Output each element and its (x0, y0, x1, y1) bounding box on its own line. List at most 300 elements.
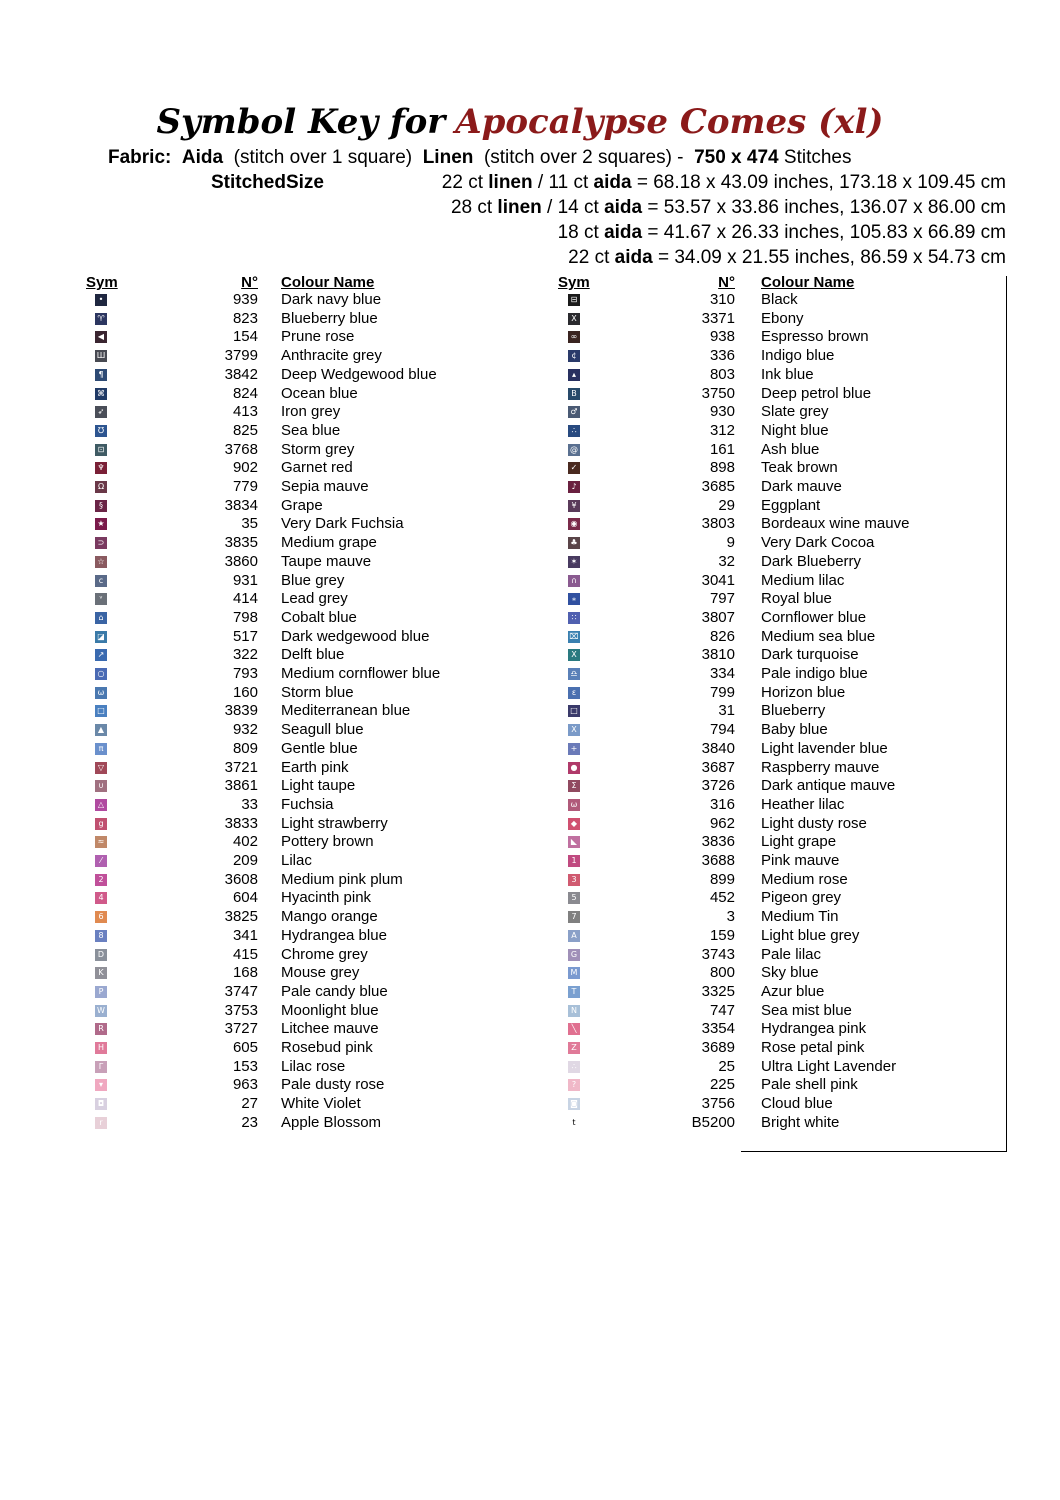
colour-name: Bright white (761, 1113, 840, 1131)
colour-number: 23 (241, 1113, 258, 1131)
colour-name: Black (761, 291, 798, 308)
colour-row (0, 983, 1000, 1002)
colour-number: 825 (232, 421, 258, 439)
colour-name: Delft blue (281, 646, 345, 664)
colour-number: 3756 (701, 1095, 735, 1113)
colour-row (0, 628, 1000, 647)
colour-name: Garnet red (281, 459, 353, 477)
colour-row (0, 515, 1000, 534)
colour-number: 803 (709, 365, 735, 383)
colour-name: Bordeaux wine mauve (761, 515, 910, 533)
symbol-swatch: R (95, 1023, 107, 1035)
colour-row (0, 796, 1000, 815)
symbol-swatch: N (568, 1005, 580, 1017)
colour-number: 931 (232, 571, 258, 589)
colour-number: 3687 (701, 758, 735, 776)
fabric-line (108, 147, 851, 169)
colour-name: Moonlight blue (281, 1001, 379, 1019)
colour-number: 3825 (224, 908, 258, 926)
stitched-size-line: 18 ct aida = 41.67 x 26.33 inches, 105.83 x 66.89 cm (557, 222, 1006, 243)
symbol-swatch: ♎ (568, 668, 580, 680)
fabric-aida-note: (stitch over 1 square) (233, 147, 413, 168)
symbol-swatch: ¥ (568, 500, 580, 512)
colour-row (0, 946, 1000, 965)
colour-number: 159 (709, 926, 735, 944)
colour-number: 3041 (701, 571, 735, 589)
colour-number: 3721 (224, 758, 258, 776)
symbol-swatch: □ (568, 705, 580, 717)
colour-row (0, 572, 1000, 591)
symbol-swatch: ⊟ (568, 294, 580, 306)
colour-name: Medium lilac (761, 571, 845, 589)
colour-name: Medium grape (281, 534, 377, 552)
colour-row (0, 889, 1000, 908)
colour-name: Chrome grey (281, 945, 368, 963)
symbol-swatch: M (568, 967, 580, 979)
colour-row (0, 534, 1000, 553)
symbol-swatch: W (95, 1005, 107, 1017)
symbol-swatch: X (568, 724, 580, 736)
symbol-swatch: ᵛ (95, 593, 107, 605)
colour-row (0, 1020, 1000, 1039)
symbol-swatch: ≈ (95, 836, 107, 848)
symbol-swatch: ◣ (568, 836, 580, 848)
colour-name: Pale indigo blue (761, 665, 868, 682)
colour-name: Rosebud pink (281, 1039, 373, 1056)
symbol-swatch: A (568, 930, 580, 942)
fabric-label: Fabric: (108, 147, 172, 168)
fabric-aida: Aida (181, 147, 224, 168)
colour-number: 310 (709, 291, 735, 308)
colour-row (0, 1039, 1000, 1058)
symbol-swatch: π (95, 743, 107, 755)
symbol-swatch: H (95, 1042, 107, 1054)
symbol-swatch: ▲ (95, 724, 107, 736)
symbol-swatch: ω (568, 799, 580, 811)
colour-name: Light taupe (281, 777, 356, 795)
symbol-swatch: ¢ (568, 350, 580, 362)
colour-name: Cloud blue (761, 1095, 833, 1113)
colour-name: Mango orange (281, 908, 378, 926)
symbol-swatch: 6 (95, 911, 107, 923)
colour-row (0, 1002, 1000, 1021)
colour-number: 3840 (701, 739, 735, 757)
colour-name: Dark turquoise (761, 646, 859, 664)
colour-row (0, 497, 1000, 516)
colour-number: 334 (709, 665, 735, 682)
symbol-swatch: ◙ (568, 1098, 580, 1110)
colour-row (0, 441, 1000, 460)
colour-number: 799 (709, 683, 735, 701)
symbol-swatch: ▴ (568, 369, 580, 381)
colour-number: 3842 (224, 365, 258, 383)
symbol-swatch: 4 (95, 892, 107, 904)
colour-number: 809 (232, 739, 258, 757)
colour-number: 33 (241, 795, 258, 813)
colour-name: Apple Blossom (281, 1113, 382, 1131)
symbol-swatch: ◆ (568, 818, 580, 830)
colour-name: Blueberry (761, 702, 826, 720)
colour-name: Very Dark Cocoa (761, 534, 875, 552)
colour-row (0, 1076, 1000, 1095)
colour-row (0, 646, 1000, 665)
header-sym: Sym (558, 274, 590, 291)
colour-name: Light lavender blue (761, 739, 888, 757)
colour-number: 3768 (224, 440, 258, 458)
colour-row (0, 927, 1000, 946)
colour-row (0, 1095, 1000, 1114)
colour-number: 605 (232, 1039, 258, 1056)
colour-name: Hyacinth pink (281, 889, 372, 907)
colour-number: 322 (232, 646, 258, 664)
colour-name: Medium sea blue (761, 627, 876, 645)
colour-number: 3726 (701, 777, 735, 795)
symbol-swatch: ⁄ (95, 855, 107, 867)
colour-name: Dark navy blue (281, 291, 382, 308)
symbol-swatch: • (95, 294, 107, 306)
colour-name: Light dusty rose (761, 814, 867, 832)
symbol-swatch: X (568, 313, 580, 325)
symbol-swatch: g (95, 818, 107, 830)
colour-number: 826 (709, 627, 735, 645)
colour-name: Light strawberry (281, 814, 388, 832)
colour-number: 938 (709, 328, 735, 346)
symbol-swatch: Ω (95, 481, 107, 493)
colour-name: Light blue grey (761, 926, 860, 944)
colour-row (0, 721, 1000, 740)
colour-name: Prune rose (281, 328, 355, 346)
colour-row (0, 347, 1000, 366)
colour-number: 35 (241, 515, 258, 533)
colour-number: 3834 (224, 496, 258, 514)
colour-number: 312 (709, 421, 735, 439)
colour-number: 3371 (701, 309, 735, 327)
colour-number: 3860 (224, 552, 258, 570)
colour-name: Gentle blue (281, 739, 358, 757)
header-sym: Sym (86, 274, 118, 291)
symbol-swatch: 7 (568, 911, 580, 923)
colour-name: Sea mist blue (761, 1001, 852, 1019)
colour-number: 824 (232, 384, 258, 402)
symbol-swatch: ☆ (95, 556, 107, 568)
symbol-swatch: ∪ (95, 780, 107, 792)
colour-name: Teak brown (761, 459, 838, 477)
colour-number: 3747 (224, 982, 258, 1000)
colour-row (0, 291, 1000, 310)
colour-number: 3810 (701, 646, 735, 664)
colour-row (0, 422, 1000, 441)
colour-number: 3839 (224, 702, 258, 720)
symbol-swatch: ✓ (568, 462, 580, 474)
colour-name: Espresso brown (761, 328, 869, 346)
symbol-swatch: B (568, 388, 580, 400)
colour-name: Taupe mauve (281, 552, 372, 570)
colour-name: Ultra Light Lavender (761, 1057, 897, 1075)
symbol-swatch: ✶ (568, 556, 580, 568)
symbol-swatch: ╲ (568, 1023, 580, 1035)
colour-name: Ash blue (761, 440, 820, 458)
colour-name: Medium rose (761, 870, 848, 888)
colour-name: Pale shell pink (761, 1076, 858, 1094)
symbol-swatch: ↗ (95, 649, 107, 661)
colour-number: 800 (709, 964, 735, 982)
symbol-swatch: Γ (95, 1061, 107, 1073)
colour-number: 161 (709, 440, 735, 458)
title-prefix: Symbol Key for (156, 102, 446, 142)
symbol-swatch: ∴ (568, 425, 580, 437)
symbol-swatch: D (95, 949, 107, 961)
symbol-swatch: r (95, 1117, 107, 1129)
colour-number: 452 (709, 889, 735, 907)
colour-name: Pottery brown (281, 833, 374, 851)
symbol-swatch: ⌂ (95, 612, 107, 624)
colour-row (0, 871, 1000, 890)
symbol-swatch: ▾ (95, 1079, 107, 1091)
symbol-swatch: ¶ (95, 369, 107, 381)
colour-number: 336 (709, 347, 735, 365)
symbol-swatch: 3 (568, 874, 580, 886)
colour-number: 823 (232, 309, 258, 327)
colour-number: 3689 (701, 1039, 735, 1056)
symbol-swatch: ♣ (568, 537, 580, 549)
colour-row (0, 852, 1000, 871)
colour-name: Royal blue (761, 590, 832, 608)
colour-row (0, 740, 1000, 759)
colour-name: Indigo blue (761, 347, 835, 365)
colour-number: 27 (241, 1095, 258, 1113)
colour-row (0, 815, 1000, 834)
symbol-swatch: ♈ (95, 313, 107, 325)
symbol-swatch: ♪ (568, 481, 580, 493)
colour-name: Iron grey (281, 403, 341, 421)
colour-number: 414 (232, 590, 258, 608)
symbol-swatch: ♆ (95, 462, 107, 474)
symbol-swatch: ε (568, 687, 580, 699)
colour-name: Medium pink plum (281, 870, 403, 888)
colour-name: Deep Wedgewood blue (281, 365, 437, 383)
colour-name: Very Dark Fuchsia (281, 515, 404, 533)
colour-row (0, 1114, 1000, 1133)
colour-row (0, 385, 1000, 404)
colour-name: Hydrangea pink (761, 1020, 867, 1038)
colour-number: 3354 (701, 1020, 735, 1038)
colour-name: White Violet (281, 1095, 361, 1113)
colour-name: Deep petrol blue (761, 384, 872, 402)
colour-row (0, 310, 1000, 329)
colour-name: Pale lilac (761, 945, 822, 963)
colour-number: 3861 (224, 777, 258, 795)
pattern-name: Apocalypse Comes (xl) (455, 102, 884, 142)
colour-number: 3835 (224, 534, 258, 552)
colour-name: Medium cornflower blue (281, 665, 441, 682)
symbol-swatch: t (568, 1117, 580, 1129)
colour-number: 31 (718, 702, 735, 720)
colour-number: 225 (709, 1076, 735, 1094)
colour-name: Mouse grey (281, 964, 360, 982)
symbol-swatch: ∴ (568, 1061, 580, 1073)
colour-number: 793 (232, 665, 258, 682)
colour-name: Pink mauve (761, 852, 840, 869)
symbol-swatch: c (95, 575, 107, 587)
colour-number: 3325 (701, 982, 735, 1000)
symbol-swatch: Z (568, 1042, 580, 1054)
symbol-swatch: □ (95, 705, 107, 717)
colour-name: Storm grey (281, 440, 355, 458)
symbol-swatch: ⌘ (97, 388, 105, 398)
fabric-linen: Linen (422, 147, 474, 168)
colour-name: Dark mauve (761, 478, 842, 495)
symbol-swatch: @ (570, 444, 578, 454)
colour-row (0, 964, 1000, 983)
colour-row (0, 702, 1000, 721)
colour-number: 32 (718, 552, 735, 570)
colour-number: 3750 (701, 384, 735, 402)
header-colour-name: Colour Name (761, 274, 855, 291)
colour-number: 3807 (701, 608, 735, 626)
symbol-swatch: ∩ (568, 575, 580, 587)
colour-row (0, 553, 1000, 572)
symbol-swatch: ∷ (568, 612, 580, 624)
colour-name: Ink blue (761, 365, 814, 383)
colour-number: 316 (709, 795, 735, 813)
colour-name: Eggplant (761, 496, 821, 514)
colour-name: Dark antique mauve (761, 777, 896, 795)
colour-row (0, 403, 1000, 422)
colour-number: 798 (232, 608, 258, 626)
symbol-swatch: T (568, 986, 580, 998)
symbol-swatch: ♂ (568, 406, 580, 418)
colour-number: 932 (232, 721, 258, 739)
colour-number: 930 (709, 403, 735, 421)
colour-name: Sea blue (281, 421, 341, 439)
symbol-swatch: 1 (568, 855, 580, 867)
fabric-size: 750 x 474 (694, 147, 779, 168)
colour-name: Ocean blue (281, 384, 358, 402)
colour-number: 160 (232, 683, 258, 701)
symbol-swatch: ∞ (568, 331, 580, 343)
colour-row (0, 759, 1000, 778)
symbol-swatch: + (568, 743, 580, 755)
symbol-swatch: ⁎ (568, 593, 580, 605)
colour-number: 794 (709, 721, 735, 739)
colour-name: Slate grey (761, 403, 829, 421)
colour-number: 898 (709, 459, 735, 477)
page-title (0, 102, 1040, 142)
colour-number: 962 (709, 814, 735, 832)
colour-name: Cobalt blue (281, 608, 357, 626)
fabric-stitches: Stitches (783, 147, 852, 168)
colour-number: 3753 (224, 1001, 258, 1019)
header-num: N° (718, 274, 735, 291)
colour-name: Medium Tin (761, 908, 839, 926)
colour-number: 899 (709, 870, 735, 888)
colour-name: Dark wedgewood blue (281, 627, 430, 645)
symbol-swatch: ◘ (95, 1098, 107, 1110)
colour-name: Hydrangea blue (281, 926, 387, 944)
stitched-size-line: 22 ct linen / 11 ct aida = 68.18 x 43.09 inches, 173.18 x 109.45 cm (441, 172, 1006, 193)
symbol-swatch: Σ (568, 780, 580, 792)
symbol-swatch: ➶ (95, 406, 107, 418)
symbol-swatch: 2 (95, 874, 107, 886)
symbol-swatch: 5 (568, 892, 580, 904)
colour-number: 3685 (701, 478, 735, 495)
colour-row (0, 665, 1000, 684)
colour-name: Ebony (761, 309, 804, 327)
symbol-swatch: ● (568, 762, 580, 774)
colour-number: 902 (232, 459, 258, 477)
symbol-swatch: ω (95, 687, 107, 699)
symbol-swatch: ⊡ (95, 444, 107, 456)
colour-name: Blueberry blue (281, 309, 378, 327)
colour-number: 517 (232, 627, 258, 645)
colour-number: 153 (232, 1057, 258, 1075)
colour-number: 3688 (701, 852, 735, 869)
table-border-bottom (741, 1151, 1007, 1152)
colour-name: Lilac (281, 852, 312, 869)
colour-row (0, 328, 1000, 347)
colour-name: Dark Blueberry (761, 552, 862, 570)
colour-number: 779 (232, 478, 258, 495)
colour-name: Pale dusty rose (281, 1076, 385, 1094)
symbol-swatch: ◪ (95, 631, 107, 643)
colour-name: Fuchsia (281, 795, 334, 813)
header-colour-name: Colour Name (281, 274, 375, 291)
colour-number: 3836 (701, 833, 735, 851)
colour-name: Light grape (761, 833, 837, 851)
symbol-swatch: § (95, 500, 107, 512)
colour-name: Rose petal pink (761, 1039, 865, 1056)
colour-name: Lilac rose (281, 1057, 346, 1075)
stitched-size-label: StitchedSize (211, 172, 324, 193)
colour-name: Anthracite grey (281, 347, 382, 365)
symbol-swatch: Ш (96, 351, 106, 361)
colour-number: 415 (232, 945, 258, 963)
colour-name: Storm blue (281, 683, 354, 701)
colour-name: Earth pink (281, 758, 349, 776)
stitched-size-line: 22 ct aida = 34.09 x 21.55 inches, 86.59 x 54.73 cm (568, 247, 1006, 268)
colour-name: Cornflower blue (761, 608, 867, 626)
symbol-swatch: X (568, 649, 580, 661)
colour-row (0, 833, 1000, 852)
colour-row (0, 590, 1000, 609)
colour-number: 341 (232, 926, 258, 944)
colour-name: Sepia mauve (281, 478, 369, 495)
colour-name: Raspberry mauve (761, 758, 880, 776)
colour-number: 9 (726, 534, 735, 552)
colour-name: Heather lilac (761, 795, 845, 813)
colour-name: Horizon blue (761, 683, 846, 701)
symbol-swatch: ◀ (95, 331, 107, 343)
symbol-swatch: K (95, 967, 107, 979)
colour-number: 29 (718, 496, 735, 514)
colour-row (0, 684, 1000, 703)
colour-number: 963 (232, 1076, 258, 1094)
symbol-swatch: △ (95, 799, 107, 811)
symbol-swatch: ◉ (568, 518, 580, 530)
colour-number: 168 (232, 964, 258, 982)
colour-row (0, 1058, 1000, 1077)
symbol-swatch: ℧ (95, 425, 107, 437)
symbol-swatch: 8 (95, 930, 107, 942)
colour-row (0, 366, 1000, 385)
symbol-swatch: G (568, 949, 580, 961)
colour-name: Azur blue (761, 982, 825, 1000)
colour-number: 209 (232, 852, 258, 869)
symbol-swatch: ⌧ (569, 631, 579, 641)
colour-name: Night blue (761, 421, 829, 439)
colour-number: 747 (709, 1001, 735, 1019)
colour-number: 939 (232, 291, 258, 308)
